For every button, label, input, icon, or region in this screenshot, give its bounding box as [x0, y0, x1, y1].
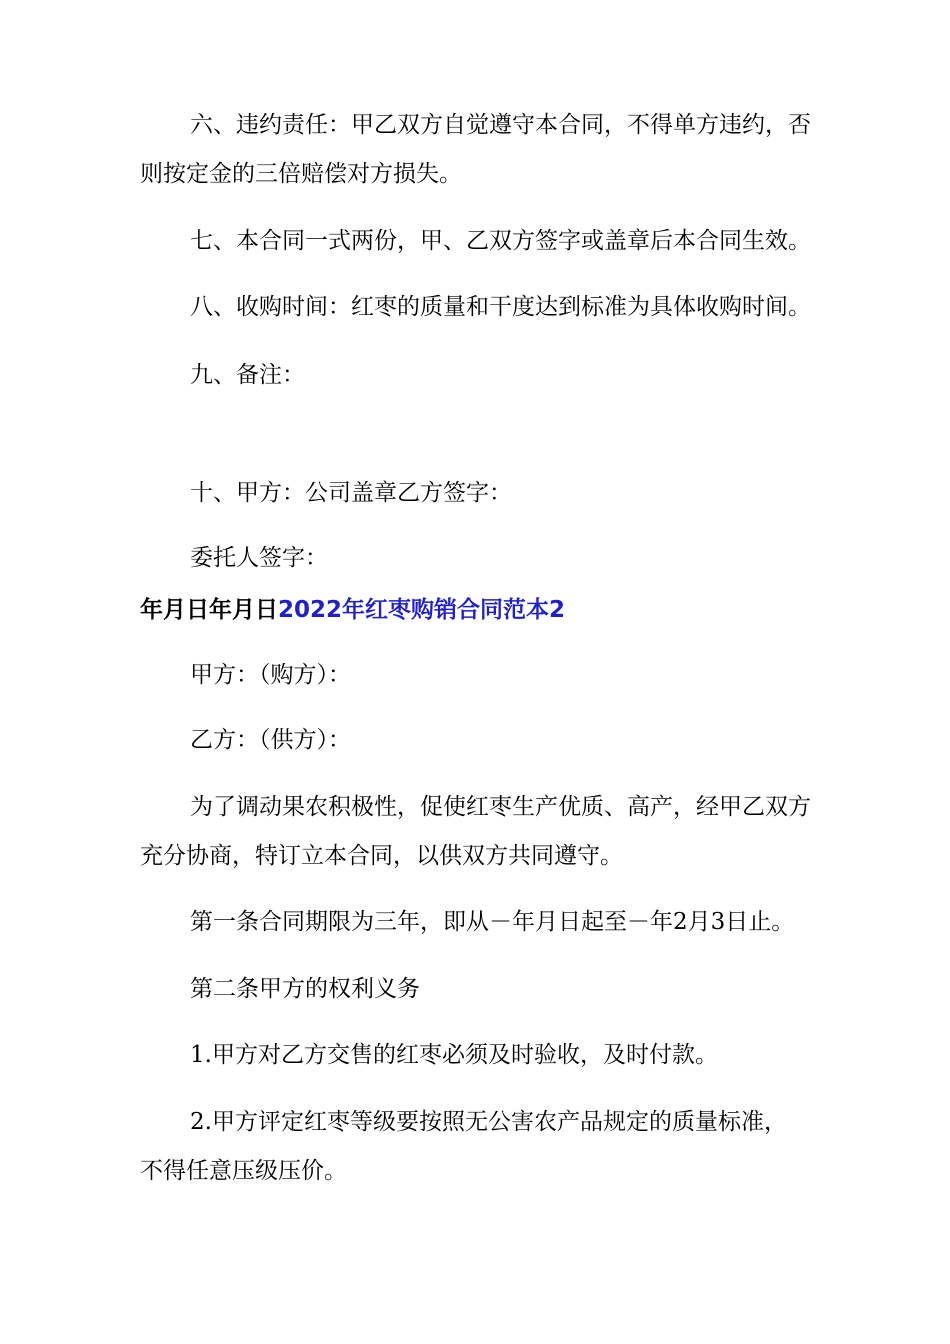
agent-signature-line: 委托人签字：: [190, 545, 328, 571]
article-1: 第一条合同期限为三年，即从－年月日起至－年2月3日止。: [190, 909, 795, 935]
clause-7: 七、本合同一式两份，甲、乙双方签字或盖章后本合同生效。: [190, 228, 811, 254]
contract-title: 2022年红枣购销合同范本2: [278, 597, 566, 623]
clause-6-line-2: 则按定金的三倍赔偿对方损失。: [140, 161, 462, 187]
clause-9: 九、备注：: [190, 362, 305, 388]
clause-10: 十、甲方：公司盖章乙方签字：: [190, 480, 512, 506]
party-b-line: 乙方：（供方）：: [190, 727, 351, 753]
article-2-item-2-line-2: 不得任意压级压价。: [140, 1158, 347, 1184]
preamble-line-1: 为了调动果农积极性，促使红枣生产优质、高产，经甲乙双方: [190, 794, 811, 820]
clause-6-line-1: 六、违约责任：甲乙双方自觉遵守本合同，不得单方违约，否: [190, 112, 811, 138]
clause-8: 八、收购时间：红枣的质量和干度达到标准为具体收购时间。: [190, 294, 811, 320]
article-2-item-2-line-1: 2.甲方评定红枣等级要按照无公害农产品规定的质量标准，: [190, 1109, 787, 1135]
date-prefix: 年月日年月日: [140, 597, 278, 623]
section-heading: [140, 595, 565, 625]
preamble-line-2: 充分协商，特订立本合同，以供双方共同遵守。: [140, 843, 623, 869]
article-2-heading: 第二条甲方的权利义务: [190, 976, 420, 1002]
article-2-item-1: 1.甲方对乙方交售的红枣必须及时验收，及时付款。: [190, 1042, 718, 1068]
party-a-line: 甲方：（购方）：: [190, 662, 351, 688]
